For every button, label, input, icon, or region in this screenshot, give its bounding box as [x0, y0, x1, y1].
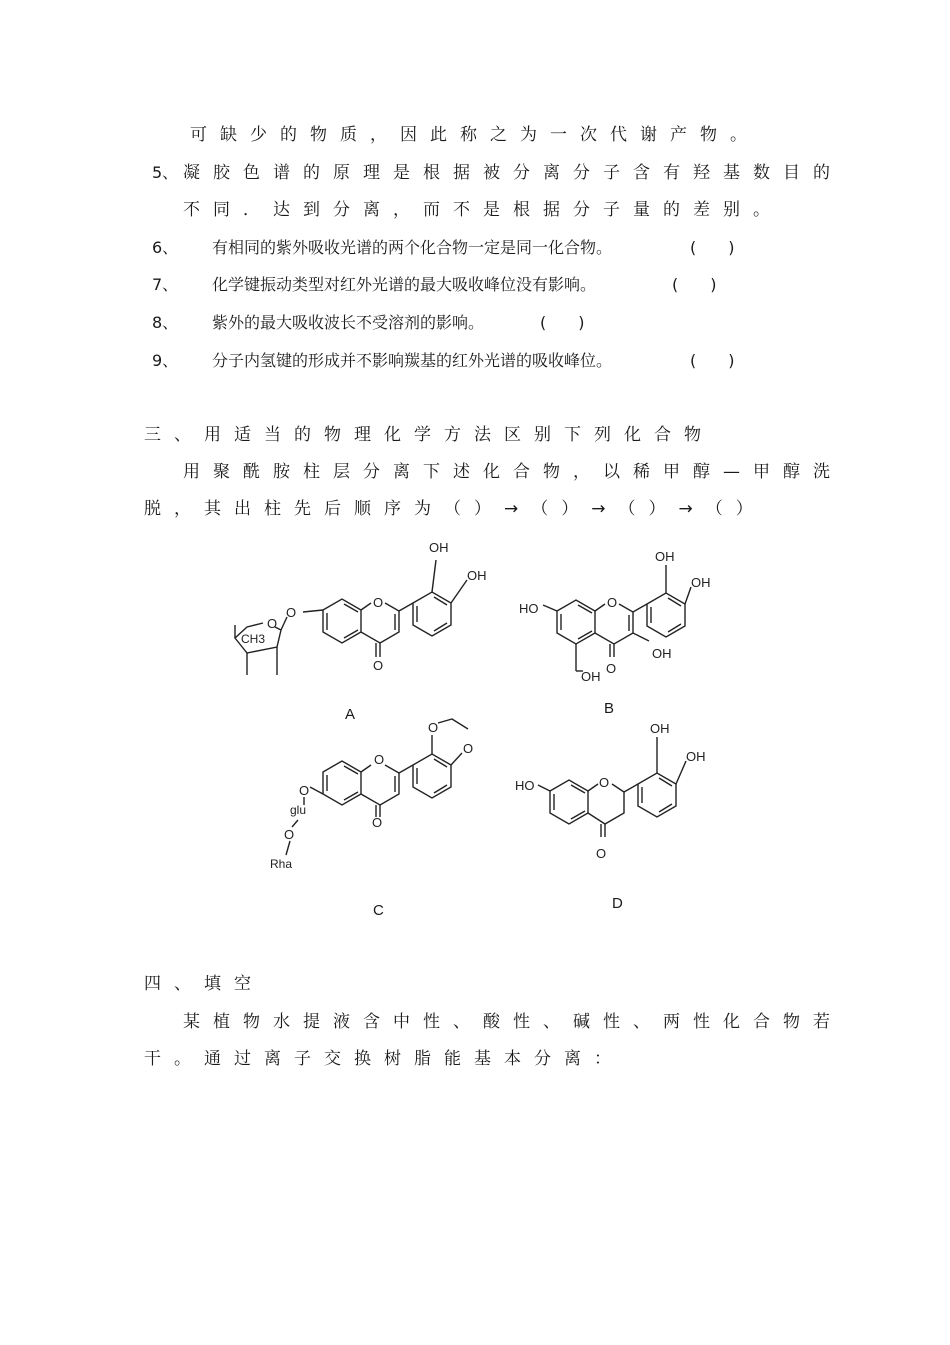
- atom-label: O: [374, 752, 385, 767]
- atom-label: OH: [686, 749, 706, 764]
- atom-label: OH: [691, 575, 711, 590]
- atom-label: O: [463, 741, 474, 756]
- question-text: 分子内氢键的形成并不影响羰基的红外光谱的吸收峰位。: [212, 351, 613, 370]
- atom-label: HO: [519, 601, 539, 616]
- atom-label: O: [372, 815, 383, 830]
- question-text: 有相同的紫外吸收光谱的两个化合物一定是同一化合物。: [212, 238, 613, 257]
- atom-label: O: [373, 595, 384, 610]
- ring-a-bond: [323, 599, 361, 643]
- atom-label: HO: [515, 778, 535, 793]
- atom-label: O: [299, 783, 310, 798]
- answer-blank: ( ): [540, 313, 585, 332]
- atom-label: glu: [290, 803, 307, 817]
- paragraph-line: 某植物水提液含中性、酸性、碱性、两性化合物若: [183, 1012, 843, 1032]
- answer-blank: ( ): [672, 275, 717, 294]
- atom-label: CH3: [241, 632, 266, 646]
- atom-label: O: [428, 720, 439, 735]
- structure-label: C: [373, 902, 384, 919]
- atom-label: O: [606, 661, 617, 676]
- question-number: 5、: [152, 163, 179, 182]
- paragraph-line: 用聚酰胺柱层分离下述化合物，以稀甲醇—甲醇洗: [183, 462, 843, 482]
- question-text: 凝胶色谱的原理是根据被分离分子含有羟基数目的: [183, 163, 843, 183]
- atom-label: O: [596, 846, 607, 861]
- section-heading: 四、填空: [144, 974, 264, 994]
- structure-c: [268, 715, 488, 875]
- paragraph-line: 可缺少的物质，因此称之为一次代谢产物。: [190, 125, 760, 145]
- answer-blank: ( ): [690, 351, 735, 370]
- structure-label: A: [345, 706, 356, 723]
- atom-label: O: [607, 595, 618, 610]
- atom-label: OH: [650, 721, 670, 736]
- atom-label: O: [284, 827, 295, 842]
- structure-label: D: [612, 895, 623, 912]
- structure-label: B: [604, 700, 615, 717]
- atom-label: Rha: [270, 857, 293, 871]
- atom-label: OH: [655, 549, 675, 564]
- atom-label: O: [599, 775, 610, 790]
- question-text: 紫外的最大吸收波长不受溶剂的影响。: [212, 313, 485, 332]
- question-number: 9、: [152, 351, 179, 370]
- atom-label: OH: [467, 568, 487, 583]
- question-number: 6、: [152, 238, 179, 257]
- section-heading: 三、用适当的物理化学方法区别下列化合物: [144, 425, 714, 445]
- atom-label: O: [286, 605, 297, 620]
- question-text: 化学键振动类型对红外光谱的最大吸收峰位没有影响。: [212, 275, 597, 294]
- structure-b: [515, 545, 725, 690]
- atom-label: OH: [429, 540, 449, 555]
- question-text: 不同．达到分离，而不是根据分子量的差别。: [183, 200, 783, 220]
- atom-label: O: [267, 616, 278, 631]
- paragraph-line: 脱，其出柱先后顺序为（）→（）→（）→（）: [144, 499, 766, 519]
- structure-d: [512, 715, 722, 865]
- atom-label: O: [373, 658, 384, 673]
- atom-label: OH: [652, 646, 672, 661]
- atom-label: OH: [581, 669, 601, 684]
- question-number: 8、: [152, 313, 179, 332]
- answer-blank: ( ): [690, 238, 735, 257]
- question-number: 7、: [152, 275, 179, 294]
- paragraph-line: 干。通过离子交换树脂能基本分离：: [144, 1049, 624, 1069]
- structure-a: [215, 535, 505, 685]
